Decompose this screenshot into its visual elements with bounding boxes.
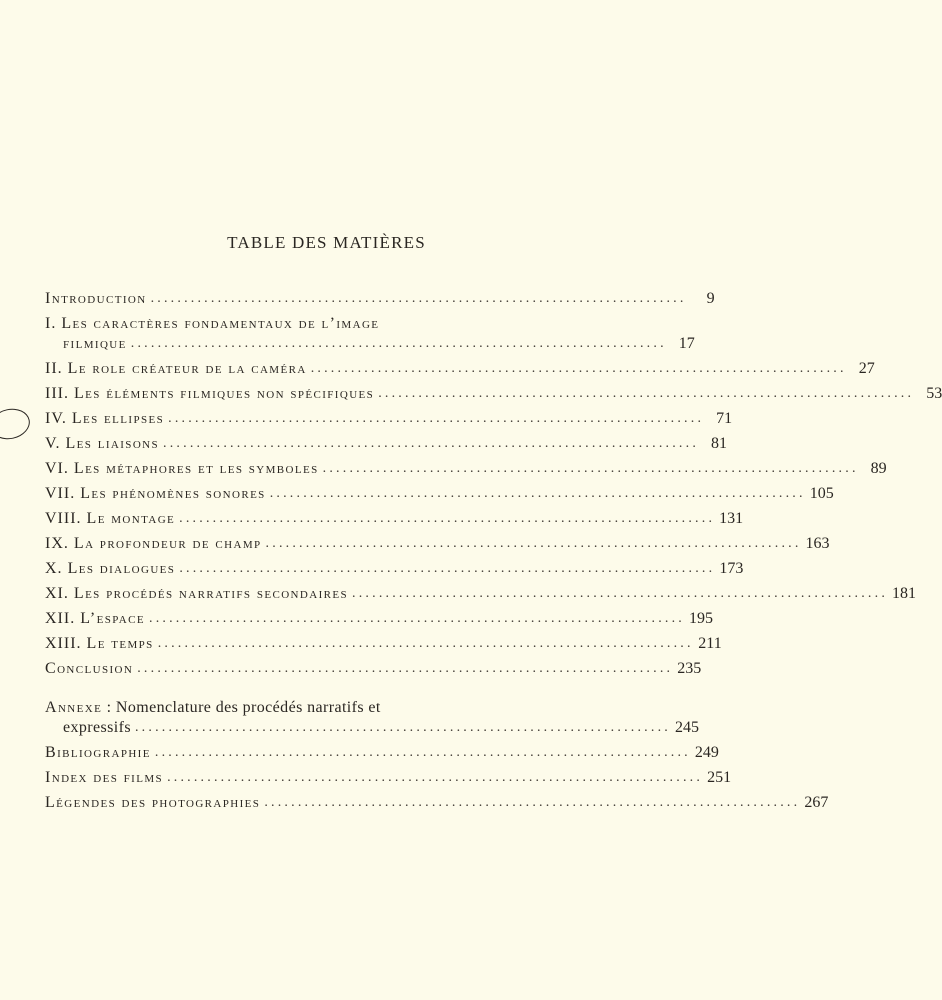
toc-entry-label: La profondeur de champ [73, 535, 262, 552]
toc-entry-page: 181 [892, 585, 917, 602]
leader-dots: ................................................................................ [149, 611, 685, 626]
leader-dots: ................................................................................ [179, 561, 716, 576]
chapter-number: XIII. [45, 635, 87, 652]
toc-entry-page: 71 [716, 410, 733, 427]
toc-entry-page: 89 [870, 460, 887, 477]
toc-entry-label: Index des films [45, 769, 164, 786]
leader-dots: ................................................................................ [137, 661, 674, 676]
table-of-contents [45, 289, 942, 818]
toc-entry-index[interactable] [45, 768, 732, 788]
toc-entry-chapter-4[interactable] [45, 409, 733, 429]
toc-entry-chapter-3[interactable] [45, 384, 942, 404]
toc-entry-chapter-12[interactable] [45, 609, 713, 629]
toc-entry-label: Les éléments filmiques non spécifiques [73, 385, 375, 402]
toc-entry-label: Le temps [86, 635, 154, 652]
toc-entry-bibliographie[interactable] [45, 743, 719, 763]
chapter-number: VII. [45, 485, 81, 502]
toc-entry-label: Le montage [86, 510, 176, 527]
leader-dots: ................................................................................ [130, 336, 667, 351]
chapter-number: VI. [45, 460, 74, 477]
chapter-number: III. [45, 385, 74, 402]
chapter-number: IX. [45, 535, 74, 552]
toc-entry-page: 195 [689, 610, 713, 627]
chapter-number: XI. [45, 585, 74, 602]
toc-entry-chapter-7[interactable] [45, 484, 834, 504]
toc-entry-label: Les caractères fondamentaux de l’image [61, 315, 380, 332]
toc-entry-page: 235 [677, 660, 702, 677]
leader-dots: ................................................................................ [168, 411, 705, 426]
toc-entry-chapter-11[interactable] [45, 584, 917, 604]
page-title: TABLE DES MATIÈRES [227, 233, 426, 252]
toc-entry-chapter-9[interactable] [45, 534, 830, 554]
toc-entry-annexe[interactable] [45, 698, 699, 738]
toc-entry-page: 131 [719, 510, 744, 527]
toc-entry-conclusion[interactable] [45, 659, 702, 679]
toc-entry-label: Bibliographie [45, 744, 151, 761]
toc-entry-label-continued: filmique [63, 335, 127, 352]
toc-entry-introduction[interactable] [45, 289, 715, 309]
chapter-number: II. [45, 360, 68, 377]
toc-entry-label: Les dialogues [67, 560, 176, 577]
toc-entry-chapter-5[interactable] [45, 434, 728, 454]
toc-entry-chapter-8[interactable] [45, 509, 744, 529]
toc-entry-page: 105 [809, 485, 834, 502]
leader-dots: ................................................................................ [154, 745, 691, 760]
toc-entry-page: 163 [805, 535, 830, 552]
toc-entry-page: 267 [804, 794, 829, 811]
leader-dots: ................................................................................ [163, 436, 700, 451]
leader-dots: ................................................................................ [167, 770, 704, 785]
chapter-number: VIII. [45, 510, 87, 527]
toc-entry-label-rest: : Nomenclature des procédés narratifs et [102, 699, 381, 716]
leader-dots: ................................................................................ [310, 361, 847, 376]
toc-entry-chapter-1[interactable] [45, 314, 695, 354]
toc-entry-chapter-13[interactable] [45, 634, 722, 654]
toc-entry-label: Conclusion [45, 660, 134, 677]
toc-entry-legendes[interactable] [45, 793, 829, 813]
leader-dots: ................................................................................ [157, 636, 694, 651]
toc-entry-page: 211 [698, 635, 722, 652]
toc-entry-label: Les phénomènes sonores [80, 485, 266, 502]
toc-entry-label: Introduction [45, 290, 147, 307]
leader-dots: ................................................................................ [378, 386, 915, 401]
toc-entry-chapter-2[interactable] [45, 359, 875, 379]
toc-entry-page: 27 [858, 360, 875, 377]
leader-dots: ................................................................................ [352, 586, 889, 601]
chapter-number: X. [45, 560, 68, 577]
toc-entry-label: Les liaisons [65, 435, 160, 452]
toc-entry-chapter-6[interactable] [45, 459, 887, 479]
toc-entry-label: Légendes des photographies [45, 794, 261, 811]
toc-entry-label: Annexe [45, 699, 103, 716]
toc-entry-label: Les ellipses [71, 410, 165, 427]
toc-entry-page: 81 [711, 435, 728, 452]
chapter-number: I. [45, 315, 62, 332]
leader-dots: ................................................................................ [322, 461, 859, 476]
toc-entry-label: Le role créateur de la caméra [67, 360, 307, 377]
toc-entry-label-continued: expressifs [63, 719, 131, 736]
toc-entry-page: 53 [926, 385, 942, 402]
handwritten-circle-mark [0, 405, 33, 443]
toc-entry-label: Les métaphores et les symboles [73, 460, 319, 477]
leader-dots: ................................................................................ [134, 720, 671, 735]
toc-entry-page: 249 [694, 744, 719, 761]
toc-entry-chapter-10[interactable] [45, 559, 744, 579]
toc-entry-page: 245 [674, 719, 699, 736]
toc-entry-label: Les procédés narratifs secondaires [73, 585, 349, 602]
leader-dots: ................................................................................ [264, 795, 801, 810]
leader-dots: ................................................................................ [269, 486, 806, 501]
toc-entry-page: 173 [719, 560, 744, 577]
leader-dots: ................................................................................ [179, 511, 716, 526]
toc-entry-label: L’espace [80, 610, 145, 627]
chapter-number: IV. [45, 410, 72, 427]
toc-entry-page: 17 [678, 335, 695, 352]
toc-entry-page: 251 [707, 769, 732, 786]
chapter-number: XII. [45, 610, 81, 627]
leader-dots: ................................................................................ [150, 291, 687, 306]
leader-dots: ................................................................................ [265, 536, 802, 551]
toc-entry-page: 9 [706, 290, 715, 307]
chapter-number: V. [45, 435, 66, 452]
